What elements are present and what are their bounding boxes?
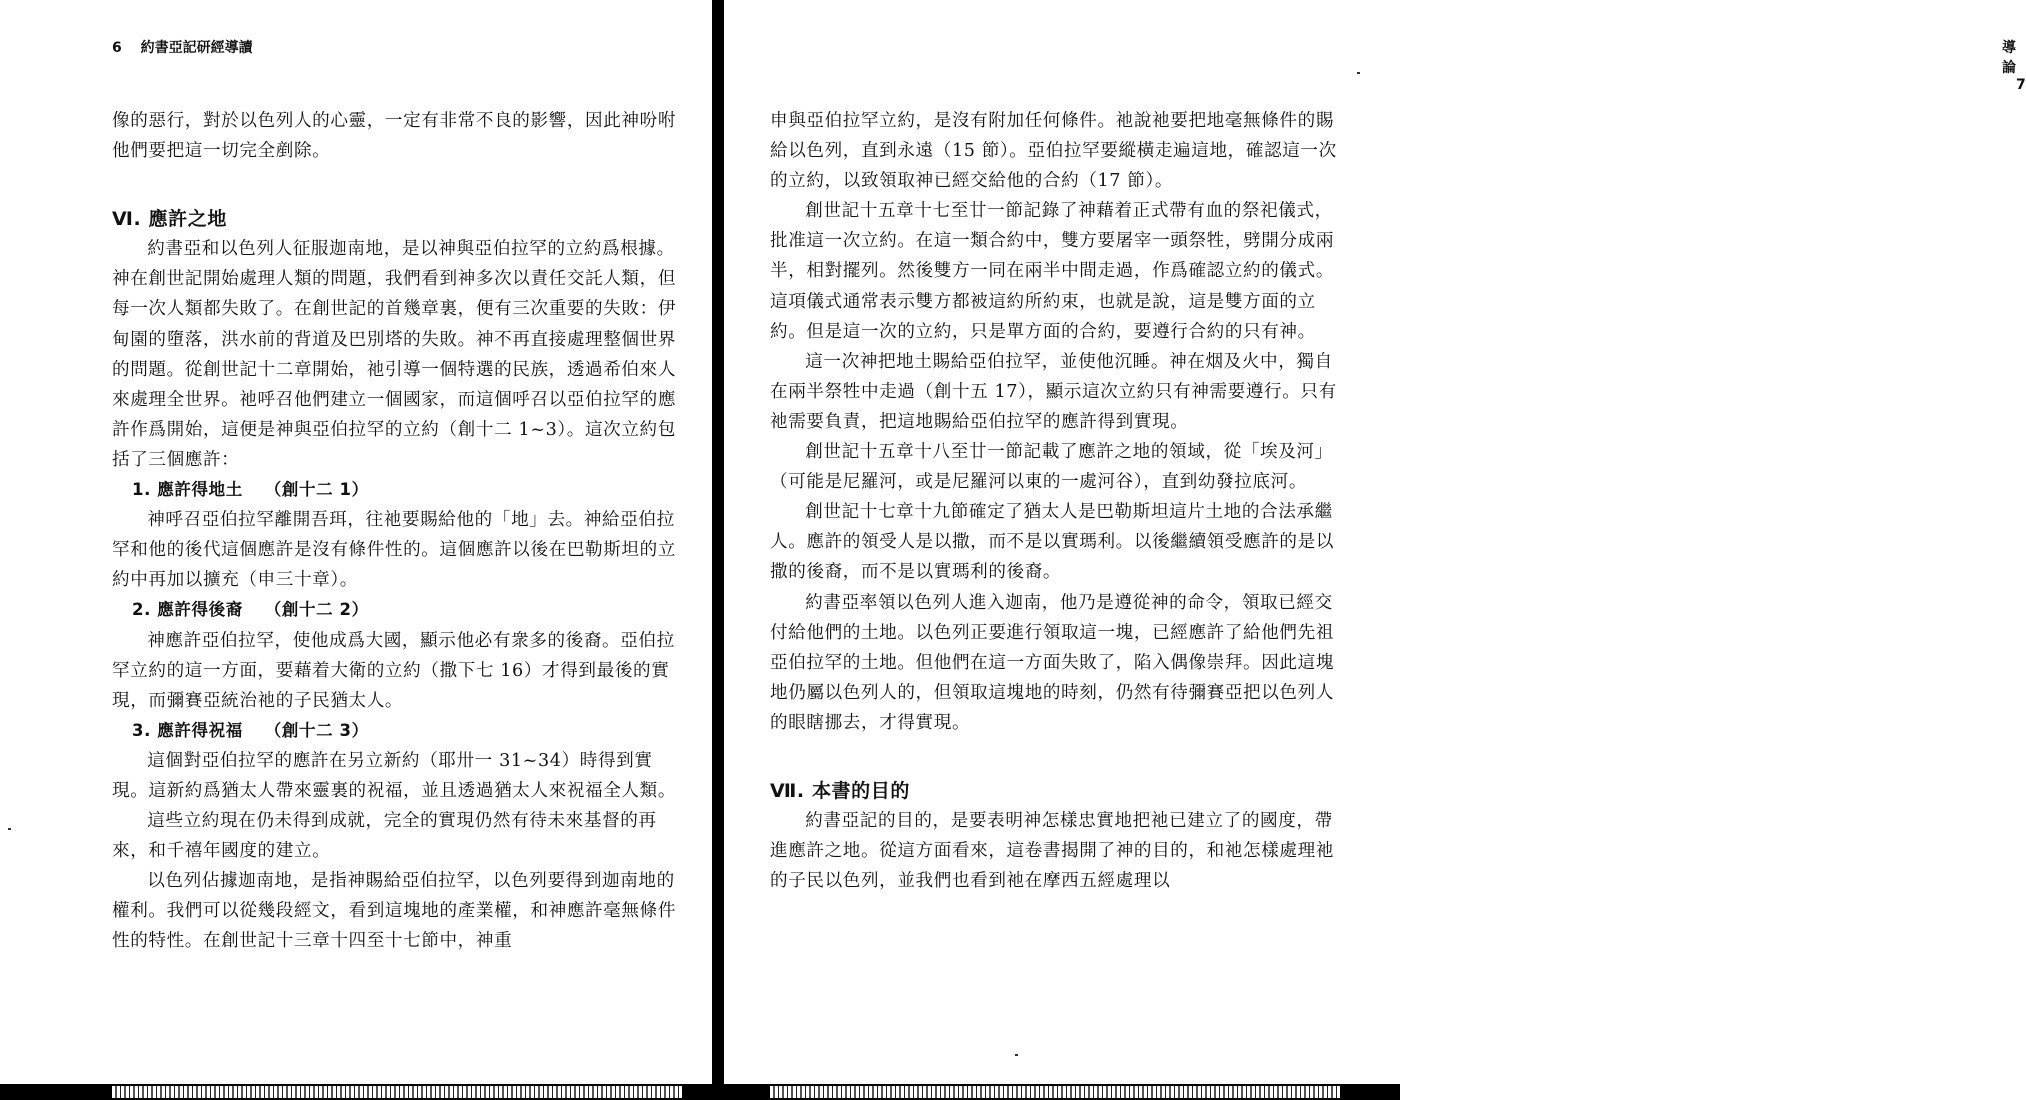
promise-3-title: 3. 應許得祝福 [132, 720, 243, 740]
canaan-right-paragraph: 以色列佔據迦南地，是指神賜給亞伯拉罕，以色列要得到迦南地的權利。我們可以從幾段經文，看到這塊地的產業權，和神應許毫無條件性的特性。在創世記十三章十四至十七節中，神重 [112, 871, 677, 952]
right-page-number: 7 [2016, 77, 2026, 93]
promise-3-ref: （創十二 3） [264, 720, 369, 740]
book-spine [712, 0, 724, 1100]
purpose-paragraph: 約書亞記的目的，是要表明神怎樣忠實地把祂已建立了的國度，帶進應許之地。從這方面看來，這卷書揭開了神的目的，和祂怎樣處理祂的子民以色列，並我們也看到祂在摩西五經處理以 [770, 811, 1335, 892]
promise-1-heading [112, 475, 682, 505]
joshua-paragraph: 約書亞率領以色列人進入迦南，他乃是遵從神的命令，領取已經交付給他們的土地。以色列正要進行領取這一塊，已經應許了給他們先祖亞伯拉罕的土地。但他們在這一方面失敗了，陷入偶像崇拜。因此這塊地仍屬以色列人的，但領取這塊地的時刻，仍然有待彌賽亞把以色列人的眼瞎挪去，才得實現。 [770, 592, 1335, 733]
scan-speck [8, 828, 11, 830]
promise-1-title: 1. 應許得地土 [132, 480, 243, 500]
left-continuation-paragraph: 像的惡行，對於以色列人的心靈，一定有非常不良的影響，因此神吩咐他們要把這一切完全剷除。 [112, 111, 677, 162]
heir-paragraph: 創世記十七章十九節確定了猶太人是巴勒斯坦這片土地的合法承繼人。應許的領受人是以撒，而不是以實瑪利。以後繼續領受應許的是以撒的後裔，而不是以實瑪利的後裔。 [770, 502, 1335, 583]
right-running-header [2002, 37, 2026, 93]
promise-2-paragraph: 神應許亞伯拉罕，使他成爲大國，顯示他必有衆多的後裔。亞伯拉罕立約的這一方面，要藉着大衛的立約（撒下七 16）才得到最後的實現，而彌賽亞統治祂的子民猶太人。 [112, 630, 675, 711]
right-page-body [770, 106, 1340, 896]
promise-3-paragraph: 這個對亞伯拉罕的應許在另立新約（耶卅一 31~34）時得到實現。這新約爲猶太人帶來靈裏的祝福，並且透過猶太人來祝福全人類。 [112, 750, 677, 801]
left-running-head: 約書亞記研經導讀 [140, 40, 253, 56]
section-6-heading: Ⅵ. 應許之地 [112, 208, 227, 231]
promise-2-title: 2. 應許得後裔 [132, 600, 243, 620]
left-page [0, 0, 712, 1085]
promise-1-ref: （創十二 1） [264, 480, 369, 500]
promise-1-paragraph: 神呼召亞伯拉罕離開吾珥，往祂要賜給他的「地」去。神給亞伯拉罕和他的後代這個應許是沒有條件性的。這個應許以後在巴勒斯坦的立約中再加以擴充（申三十章）。 [112, 510, 677, 591]
ritual-paragraph: 創世記十五章十七至廿一節記錄了神藉着正式帶有血的祭祀儀式，批准這一次立約。在這一類合約中，雙方要屠宰一頭祭牲，劈開分成兩半，相對擺列。然後雙方一同在兩半中間走過，作爲確認立約的儀式。這項儀式通常表示雙方都被這約所約束，也就是說，這是雙方面的立約。但是這一次的立約，只是單方面的合約，要遵行合約的只有神。 [770, 201, 1335, 342]
promise-2-ref: （創十二 2） [264, 600, 369, 620]
left-page-body [112, 106, 682, 957]
scan-bleed-right [770, 1086, 1340, 1098]
future-fulfilment-paragraph: 這些立約現在仍未得到成就，完全的實現仍然有待未來基督的再來，和千禧年國度的建立。 [112, 811, 657, 862]
boundary-paragraph: 創世記十五章十八至廿一節記載了應許之地的領域，從「埃及河」（可能是尼羅河，或是尼羅河以東的一處河谷），直到幼發拉底河。 [770, 442, 1333, 493]
promise-2-heading [112, 595, 682, 625]
promise-3-heading [112, 716, 682, 746]
scan-speck [1357, 72, 1360, 74]
section-7-heading: Ⅶ. 本書的目的 [770, 779, 910, 802]
promise-intro-paragraph: 約書亞和以色列人征服迦南地，是以神與亞伯拉罕的立約爲根據。神在創世記開始處理人類的問題，我們看到神多次以責任交託人類，但每一次人類都失敗了。在創世記的首幾章裏，便有三次重要的失敗：伊甸園的墮落，洪水前的背道及巴別塔的失敗。神不再直接處理整個世界的問題。從創世記十二章開始，祂引導一個特選的民族，透過希伯來人來處理全世界。祂呼召他們建立一個國家，而這個呼召以亞伯拉罕的應許作爲開始，這便是神與亞伯拉罕的立約（創十二 1~3）。這次立約包括了三個應許： [112, 239, 677, 470]
left-running-header [112, 37, 253, 57]
left-page-number: 6 [112, 40, 122, 56]
right-running-head: 導論 [2002, 40, 2016, 76]
scan-bleed-left [112, 1086, 682, 1098]
sleep-paragraph: 這一次神把地土賜給亞伯拉罕，並使他沉睡。神在烟及火中，獨自在兩半祭牲中走過（創十五 17），顯示這次立約只有神需要遵行。只有祂需要負責，把這地賜給亞伯拉罕的應許得到實現。 [770, 351, 1337, 432]
right-continuation-paragraph: 申與亞伯拉罕立約，是沒有附加任何條件。祂說祂要把地毫無條件的賜給以色列，直到永遠（15 節）。亞伯拉罕要縱橫走遍這地，確認這一次的立約，以致領取神已經交給他的合約（17 節）。 [770, 111, 1337, 192]
scan-speck [1015, 1054, 1018, 1056]
